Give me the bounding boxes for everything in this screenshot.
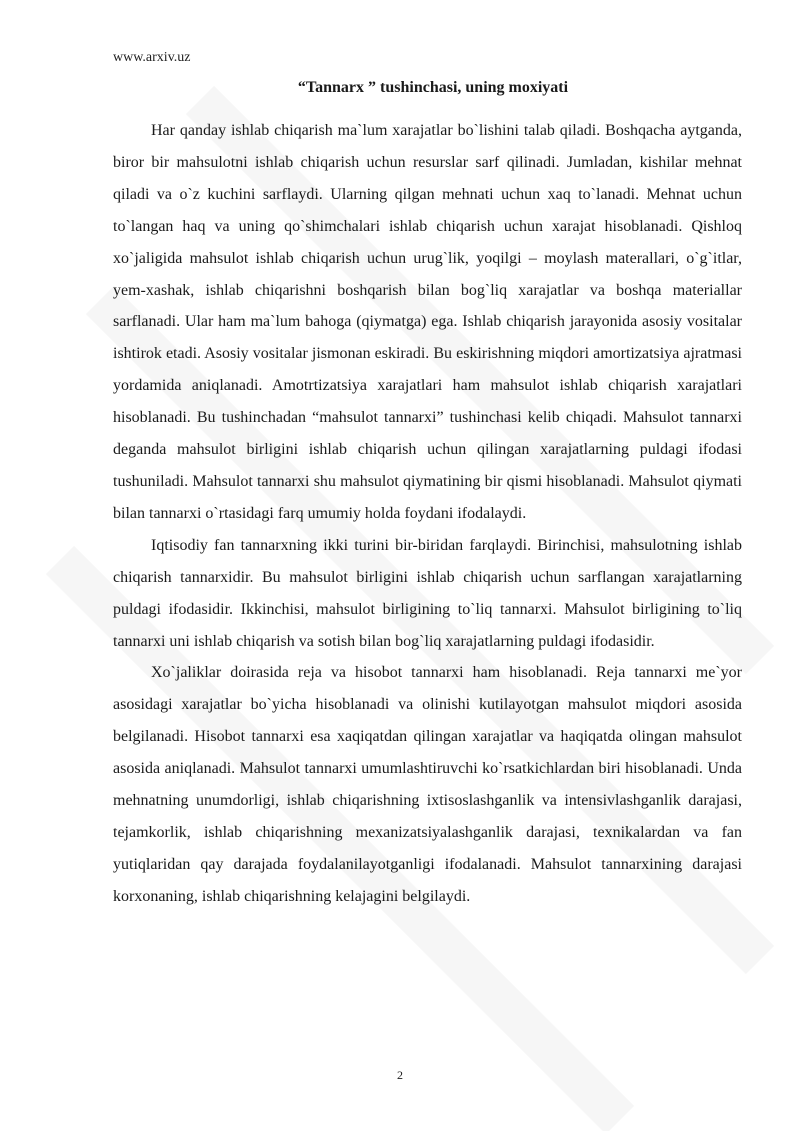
paragraph-2: Iqtisodiy fan tannarxning ikki turini bir-biridan farqlaydi. Birinchisi, mahsulotning ishlab chiqarish tannarxidir. Bu mahsulot birligini ishlab chiqarish uchun sarflangan xarajatlarning puldagi ifodasidir. Ikkinchisi, mahsulot birligining to`liq tannarxi. Mahsulot birligining to`liq tannarxi uni ishlab chiqarish va sotish bilan bog`liq xarajatlarning puldagi ifodasidir. — [113, 536, 742, 650]
document-body — [113, 115, 742, 913]
paragraph-1: Har qanday ishlab chiqarish ma`lum xarajatlar bo`lishini talab qiladi. Boshqacha aytganda, biror bir mahsulotni ishlab chiqarish uchun resurslar sarf qilinadi. Jumladan, kishilar mehnat qiladi va o`z kuchini sarflaydi. Ularning qilgan mehnati uchun xaq to`lanadi. Mehnat uchun to`langan haq va uning qo`shimchalari ishlab chiqarish uchun xarajat hisoblanadi. Qishloq xo`jaligida mahsulot ishlab chiqarish uchun urug`lik, yoqilgi – moylash materallari, o`g`itlar, yem-xashak, ishlab chiqarishni boshqarish bilan bog`liq xarajatlar va boshqa materiallar sarflanadi. Ular ham ma`lum bahoga (qiymatga) ega. Ishlab chiqarish jarayonida asosiy vositalar ishtirok etadi. Asosiy vositalar jismonan eskiradi. Bu eskirishning miqdori amortizatsiya ajratmasi yordamida aniqlanadi. Amotrtizatsiya xarajatlari ham mahsulot ishlab chiqarish xarajatlari hisoblanadi. Bu tushinchadan “mahsulot tannarxi” tushinchasi kelib chiqadi. Mahsulot tannarxi deganda mahsulot birligini ishlab chiqarish uchun qilingan xarajatlarning puldagi ifodasi tushuniladi. Mahsulot tannarxi shu mahsulot qiymatining bir qismi hisoblanadi. Mahsulot qiymati bilan tannarxi o`rtasidagi farq umumiy holda foydani ifodalaydi. — [113, 122, 742, 522]
page-number: 2 — [397, 1068, 403, 1082]
paragraph-3: Xo`jaliklar doirasida reja va hisobot tannarxi ham hisoblanadi. Reja tannarxi me`yor asosidagi xarajatlar bo`yicha hisoblanadi va olinishi kutilayotgan mahsulot miqdori asosida belgilanadi. Hisobot tannarxi esa xaqiqatdan qilingan xarajatlar va haqiqatda olingan mahsulot asosida aniqlanadi. Mahsulot tannarxi umumlashtiruvchi ko`rsatkichlardan biri hisoblanadi. Unda mehnatning unumdorligi, ishlab chiqarishning ixtisoslashganlik va intensivlashganlik darajasi, tejamkorlik, ishlab chiqarishning mexanizatsiyalashganlik darajasi, texnikalardan va fan yutiqlaridan qay darajada foydalanilayotganligi ifodalanadi. Mahsulot tannarxining darajasi korxonaning, ishlab chiqarishning kelajagini belgilaydi. — [113, 664, 742, 905]
site-url: www.arxiv.uz — [113, 50, 191, 65]
document-title: “Tannarx ” tushinchasi, uning moxiyati — [297, 79, 569, 96]
